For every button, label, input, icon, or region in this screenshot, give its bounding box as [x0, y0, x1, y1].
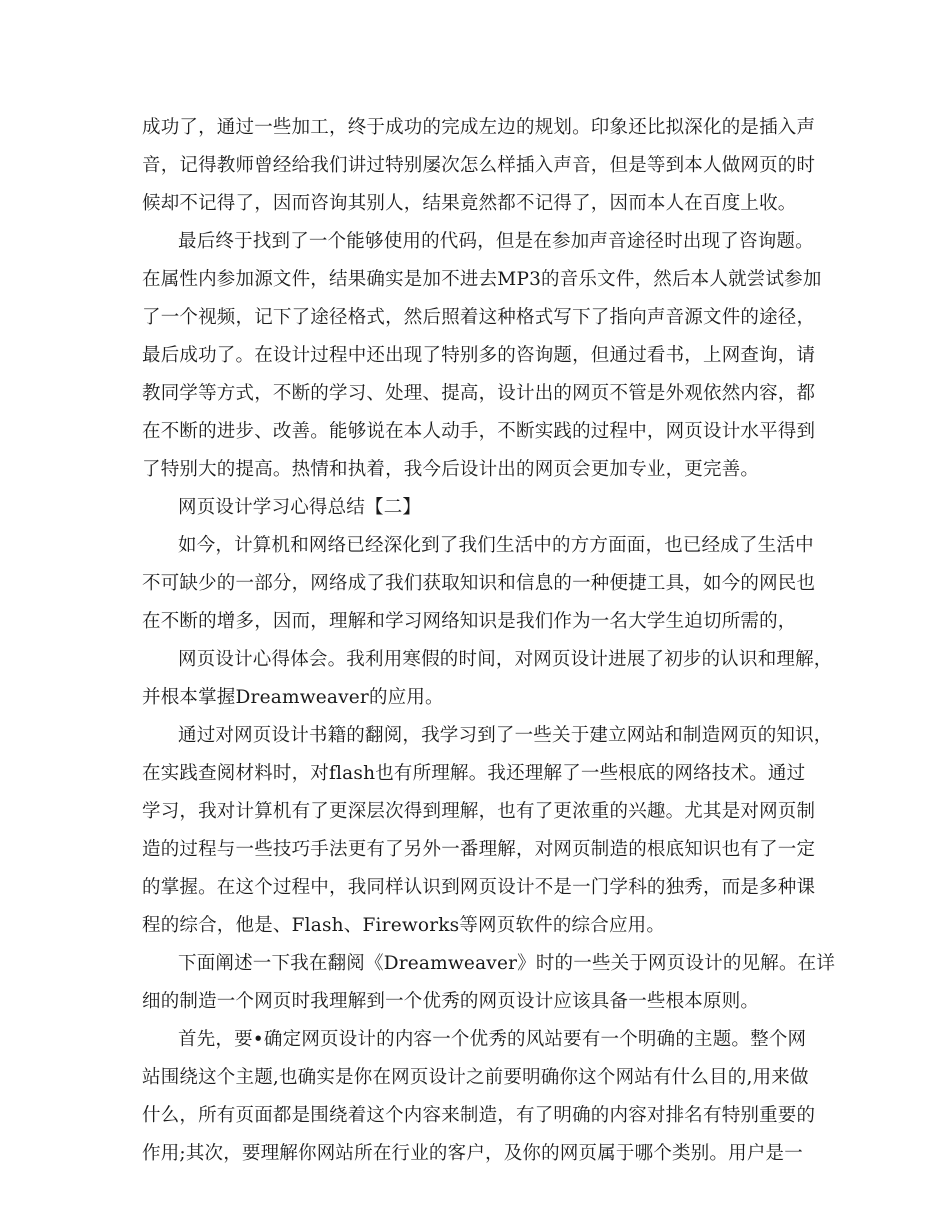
paragraph-line: 程的综合，他是、Flash、Fireworks等网页软件的综合应用。 [142, 915, 666, 936]
paragraph-line: 网页设计心得体会。我利用寒假的时间，对网页设计进展了初步的认识和理解， [178, 649, 833, 670]
paragraph-line: 下面阐述一下我在翻阅《Dreamweaver》时的一些关于网页设计的见解。在详 [178, 953, 836, 974]
paragraph-line: 最后成功了。在设计过程中还出现了特别多的咨询题，但通过看书，上网查询，请 [142, 345, 816, 366]
paragraph-line: 造的过程与一些技巧手法更有了另外一番理解，对网页制造的根底知识也有了一定 [142, 839, 816, 860]
paragraph-line: 细的制造一个网页时我理解到一个优秀的网页设计应该具备一些根本原则。 [142, 991, 760, 1012]
paragraph-line: 通过对网页设计书籍的翻阅，我学习到了一些关于建立网站和制造网页的知识， [178, 725, 833, 746]
paragraph-line: 最后终于找到了一个能够使用的代码，但是在参加声音途径时出现了咨询题。 [178, 231, 814, 252]
paragraph-line: 候却不记得了，因而咨询其别人，结果竟然都不记得了，因而本人在百度上收。 [142, 193, 797, 214]
paragraph-line: 什么，所有页面都是围绕着这个内容来制造，有了明确的内容对排名有特别重要的 [142, 1105, 816, 1126]
paragraph-line: 在不断的进步、改善。能够说在本人动手，不断实践的过程中，网页设计水平得到 [142, 421, 816, 442]
paragraph-line: 在不断的增多，因而，理解和学习网络知识是我们作为一名大学生迫切所需的， [142, 611, 797, 632]
paragraph-line: 教同学等方式，不断的学习、处理、提高，设计出的网页不管是外观依然内容，都 [142, 383, 816, 404]
paragraph-line: 不可缺少的一部分，网络成了我们获取知识和信息的一种便捷工具，如今的网民也 [142, 573, 816, 594]
paragraph-line: 首先，要•确定网页设计的内容一个优秀的风站要有一个明确的主题。整个网 [178, 1029, 807, 1050]
paragraph-line: 的掌握。在这个过程中，我同样认识到网页设计不是一门学科的独秀，而是多种课 [142, 877, 816, 898]
paragraph-line: 在实践查阅材料时，对flash也有所理解。我还理解了一些根底的网络技术。通过 [142, 763, 806, 784]
paragraph-line: 学习，我对计算机有了更深层次得到理解，也有了更浓重的兴趣。尤其是对网页制 [142, 801, 816, 822]
paragraph-line: 了特别大的提高。热情和执着，我今后设计出的网页会更加专业，更完善。 [142, 459, 760, 480]
paragraph-line: 了一个视频，记下了途径格式，然后照着这种格式写下了指向声音源文件的途径， [142, 307, 816, 328]
paragraph-line: 成功了，通过一些加工，终于成功的完成左边的规划。印象还比拟深化的是插入声 [142, 117, 816, 138]
paragraph-line: 在属性内参加源文件，结果确实是加不进去MP3的音乐文件，然后本人就尝试参加 [142, 269, 822, 290]
paragraph-line: 并根本掌握Dreamweaver的应用。 [142, 687, 444, 708]
paragraph-line: 站围绕这个主题,也确实是你在网页设计之前要明确你这个网站有什么目的,用来做 [142, 1067, 809, 1088]
paragraph-line: 作用;其次，要理解你网站所在行业的客户，及你的网页属于哪个类别。用户是一 [142, 1143, 803, 1164]
paragraph-line: 如今，计算机和网络已经深化到了我们生活中的方方面面，也已经成了生活中 [178, 535, 814, 556]
section-heading: 网页设计学习心得总结【二】 [178, 497, 422, 518]
paragraph-line: 音，记得教师曾经给我们讲过特别屡次怎么样插入声音，但是等到本人做网页的时 [142, 155, 816, 176]
